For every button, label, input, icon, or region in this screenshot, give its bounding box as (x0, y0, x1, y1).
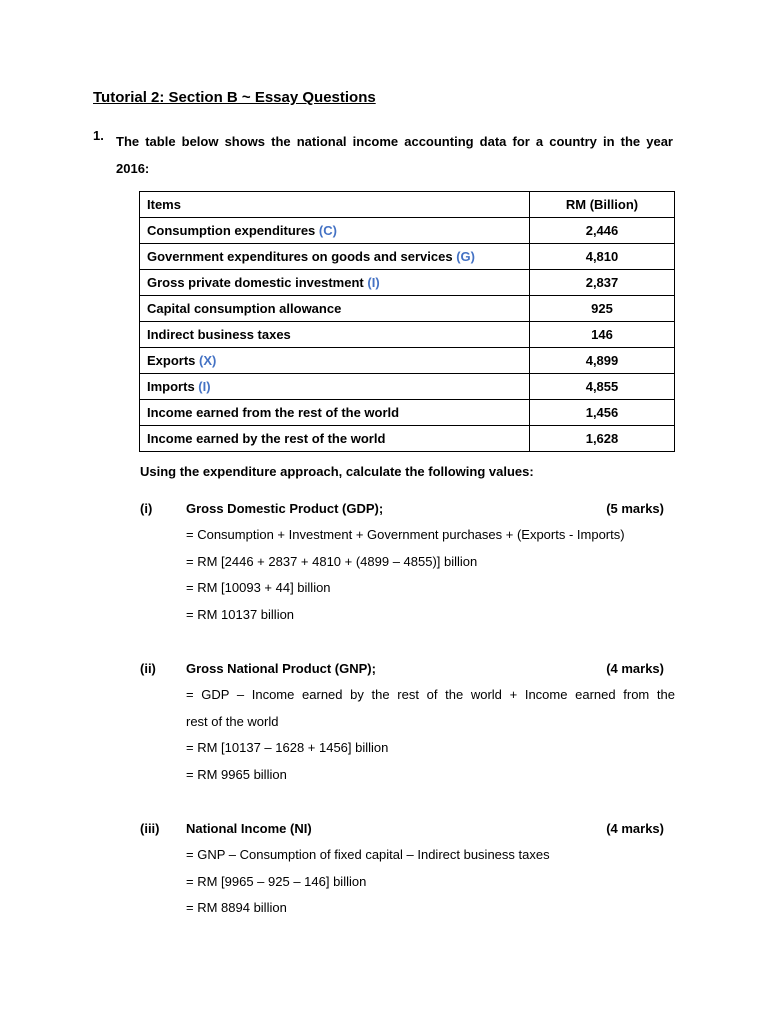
item-cell (140, 348, 530, 374)
table-row (140, 400, 675, 426)
value-cell: 1,628 (530, 426, 675, 452)
page-title: Tutorial 2: Section B ~ Essay Questions (93, 89, 376, 106)
item-cell (140, 426, 530, 452)
part-heading (140, 495, 675, 522)
working-line: = RM [10137 – 1628 + 1456] billion (186, 740, 389, 756)
instruction-text: Using the expenditure approach, calculate the following values: (140, 464, 534, 479)
working-line: = RM 10137 billion (186, 606, 295, 622)
item-cell (140, 244, 530, 270)
working-line: = RM 8894 billion (186, 900, 287, 916)
table-row (140, 348, 675, 374)
working-line: = Consumption + Investment + Government purchases + (Exports - Imports) (186, 527, 625, 542)
part-number: (ii) (140, 661, 156, 676)
working-line: = RM 9965 billion (186, 766, 287, 782)
item-cell (140, 296, 530, 322)
income-data-table (139, 191, 675, 452)
header-value: RM (Billion) (530, 192, 675, 218)
working-line: rest of the world (186, 713, 279, 729)
item-label: Consumption expenditures (147, 223, 316, 238)
working-line: = RM [2446 + 2837 + 4810 + (4899 – 4855)] billion (186, 553, 478, 569)
question-text: The table below shows the national income accounting data for a country in the year 2016: (116, 134, 673, 176)
item-label: Capital consumption allowance (147, 301, 342, 316)
part-title: National Income (NI) (186, 821, 312, 836)
working-line: = RM [10093 + 44] billion (186, 580, 331, 596)
working-line: = GDP – Income earned by the rest of the world + Income earned from the (186, 687, 675, 702)
item-cell (140, 374, 530, 400)
part-title: Gross Domestic Product (GDP); (186, 501, 384, 516)
part-marks: (5 marks) (606, 501, 664, 516)
part-number: (i) (140, 501, 153, 516)
working-line: = GNP – Consumption of fixed capital – Indirect business taxes (186, 847, 550, 862)
item-label: Indirect business taxes (147, 327, 291, 342)
item-symbol: (I) (198, 379, 211, 394)
item-cell (140, 270, 530, 296)
value-cell: 2,837 (530, 270, 675, 296)
table-row (140, 322, 675, 348)
table-row (140, 296, 675, 322)
part-ii (140, 655, 675, 788)
item-label: Exports (147, 353, 196, 368)
item-label: Government expenditures on goods and services (147, 249, 453, 264)
value-cell: 925 (530, 296, 675, 322)
table-row (140, 374, 675, 400)
item-label: Income earned by the rest of the world (147, 431, 386, 446)
value-cell: 4,810 (530, 244, 675, 270)
working-line: = RM [9965 – 925 – 146] billion (186, 873, 367, 889)
item-label: Income earned from the rest of the world (147, 405, 400, 420)
part-number: (iii) (140, 821, 160, 836)
part-marks: (4 marks) (606, 661, 664, 676)
table-row (140, 426, 675, 452)
part-title: Gross National Product (GNP); (186, 661, 376, 676)
item-cell (140, 322, 530, 348)
table-row (140, 270, 675, 296)
value-cell: 1,456 (530, 400, 675, 426)
item-label: Imports (147, 379, 195, 394)
item-label: Gross private domestic investment (147, 275, 364, 290)
part-heading (140, 815, 675, 842)
part-marks: (4 marks) (606, 821, 664, 836)
part-heading (140, 655, 675, 682)
item-symbol: (X) (199, 353, 217, 368)
table-row (140, 244, 675, 270)
value-cell: 146 (530, 322, 675, 348)
value-cell: 4,855 (530, 374, 675, 400)
item-cell (140, 400, 530, 426)
value-cell: 4,899 (530, 348, 675, 374)
table-row (140, 218, 675, 244)
value-cell: 2,446 (530, 218, 675, 244)
question-number: 1. (93, 128, 104, 143)
part-i (140, 495, 675, 628)
item-symbol: (C) (318, 223, 337, 238)
item-cell (140, 218, 530, 244)
part-iii (140, 815, 675, 922)
item-symbol: (I) (367, 275, 380, 290)
item-symbol: (G) (456, 249, 475, 264)
table-header-row (140, 192, 675, 218)
header-items: Items (140, 192, 530, 218)
